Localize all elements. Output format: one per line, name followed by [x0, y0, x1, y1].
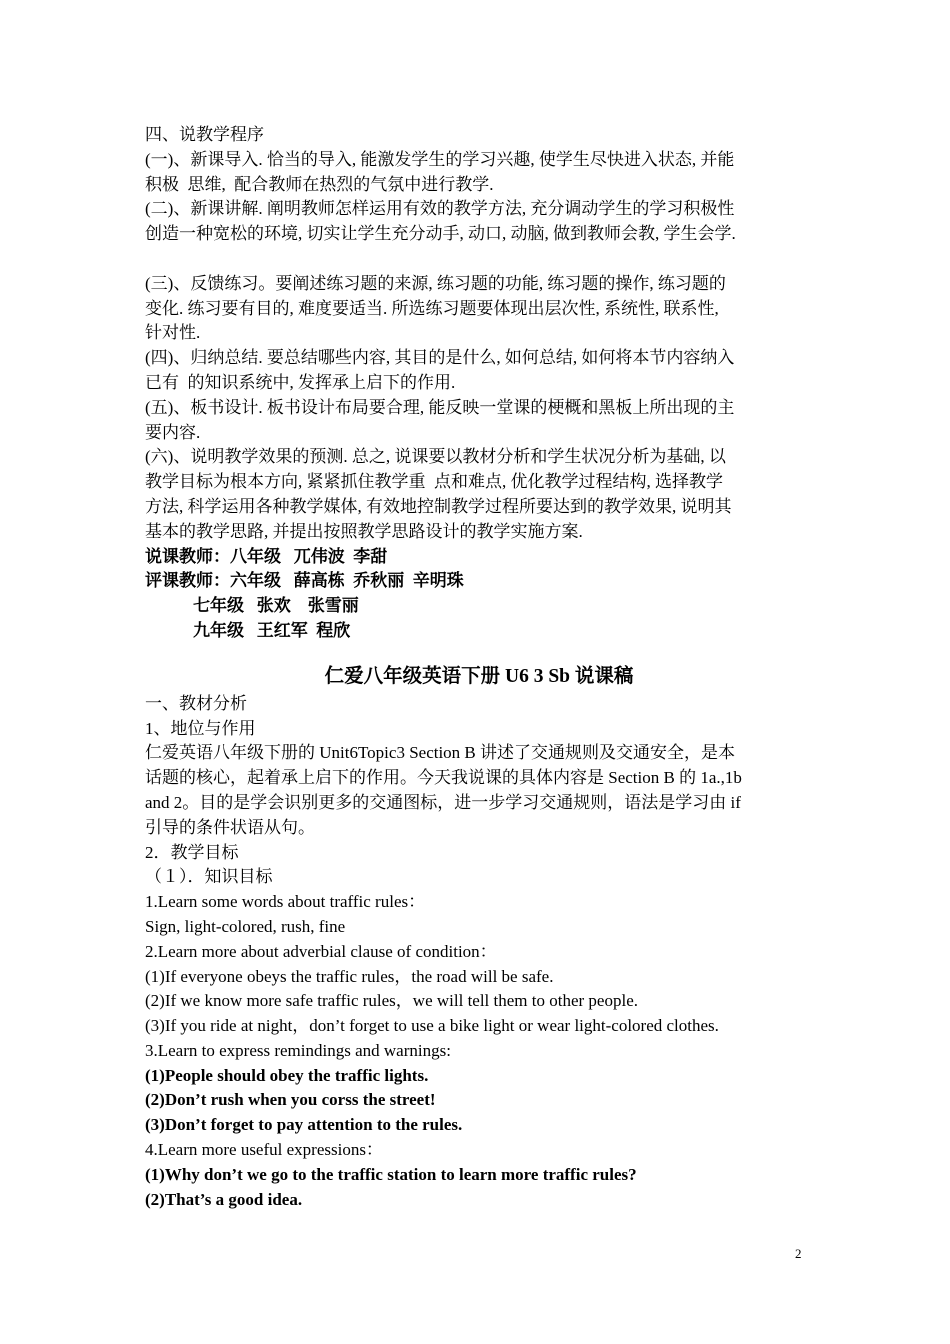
body-line: 3.Learn to express remindings and warnings:	[145, 1040, 451, 1060]
body-line: 引导的条件状语从句。	[145, 817, 315, 837]
paragraph-line: 基本的教学思路, 并提出按照教学思路设计的教学实施方案.	[145, 521, 583, 541]
bold-example-line: (1)Why don’t we go to the traffic station to learn more traffic rules?	[145, 1164, 637, 1184]
page-content	[145, 123, 813, 1212]
document-title: 仁爱八年级英语下册 U6 3 Sb 说课稿	[324, 665, 634, 687]
paragraph-line: 创造一种宽松的环境, 切实让学生充分动手, 动口, 动脑, 做到教师会教, 学生会学.	[145, 224, 736, 244]
page-number: 2	[795, 1246, 802, 1261]
body-line: 4.Learn more useful expressions：	[145, 1140, 383, 1160]
paragraph-line: (二)、新课讲解. 阐明教师怎样运用有效的教学方法, 充分调动学生的学习积极性	[145, 199, 735, 219]
bold-example-line: (3)Don’t forget to pay attention to the rules.	[145, 1115, 463, 1135]
body-line: （１）．知识目标	[145, 867, 273, 887]
paragraph-line: 教学目标为根本方向, 紧紧抓住教学重 点和难点, 优化教学过程结构, 选择教学	[145, 472, 723, 492]
paragraph-line: (五)、板书设计. 板书设计布局要合理, 能反映一堂课的梗概和黑板上所出现的主	[145, 397, 735, 417]
paragraph-line: (一)、新课导入. 恰当的导入, 能激发学生的学习兴趣, 使学生尽快进入状态, 并能	[145, 149, 735, 169]
body-line: 1.Learn some words about traffic rules：	[145, 892, 426, 912]
body-line: (1)If everyone obeys the traffic rules，the road will be safe.	[145, 966, 554, 986]
paragraph-line: 已有 的知识系统中, 发挥承上启下的作用.	[145, 372, 456, 392]
bold-example-line: (2)Don’t rush when you corss the street!	[145, 1090, 436, 1110]
body-line: 1、地位与作用	[145, 718, 256, 738]
paragraph-line: 方法, 科学运用各种教学媒体, 有效地控制教学过程所要达到的教学效果, 说明其	[145, 496, 732, 516]
section-heading: 四、说教学程序	[145, 125, 264, 144]
paragraph-line: (三)、反馈练习。要阐述练习题的来源, 练习题的功能, 练习题的操作, 练习题的	[145, 273, 726, 293]
paragraph-line: 要内容.	[145, 422, 201, 442]
body-line: 2.Learn more about adverbial clause of condition：	[145, 941, 497, 961]
body-line: 话题的核心，起着承上启下的作用。今天我说课的具体内容是 Section B 的 1a.,1b	[145, 768, 742, 788]
paragraph-line: 变化. 练习要有目的, 难度要适当. 所选练习题要体现出层次性, 系统性, 联系性,	[145, 298, 719, 318]
grade7-teachers: 七年级 张欢 张雪丽	[193, 596, 359, 616]
paragraph-line: 针对性.	[145, 323, 201, 343]
paragraph-line: 积极 思维, 配合教师在热烈的气氛中进行教学.	[145, 174, 494, 194]
blank-line	[145, 247, 813, 272]
grade9-teachers: 九年级 王红军 程欣	[193, 620, 351, 640]
body-line: 2．教学目标	[145, 842, 239, 862]
bold-example-line: (2)That’s a good idea.	[145, 1189, 303, 1209]
paragraph-line: (四)、归纳总结. 要总结哪些内容, 其目的是什么, 如何总结, 如何将本节内容纳入	[145, 348, 735, 368]
speaker-teachers: 说课教师：八年级 兀伟波 李甜	[145, 546, 388, 566]
body-line: (2)If we know more safe traffic rules，we will tell them to other people.	[145, 991, 638, 1011]
body-line: 仁爱英语八年级下册的 Unit6Topic3 Section B 讲述了交通规则及交通安全，是本	[145, 743, 736, 763]
body-line: and 2。目的是学会识别更多的交通图标，进一步学习交通规则，语法是学习由 if	[145, 792, 741, 812]
body-line: (3)If you ride at night，don’t forget to use a bike light or wear light-colored clothes.	[145, 1016, 719, 1036]
body-line: Sign, light-colored, rush, fine	[145, 916, 346, 936]
reviewer-teachers: 评课教师：六年级 薛高栋 乔秋丽 辛明珠	[145, 571, 464, 591]
paragraph-line: (六)、说明教学效果的预测. 总之, 说课要以教材分析和学生状况分析为基础, 以	[145, 447, 726, 467]
body-line: 一、教材分析	[145, 693, 247, 713]
bold-example-line: (1)People should obey the traffic lights.	[145, 1065, 429, 1085]
